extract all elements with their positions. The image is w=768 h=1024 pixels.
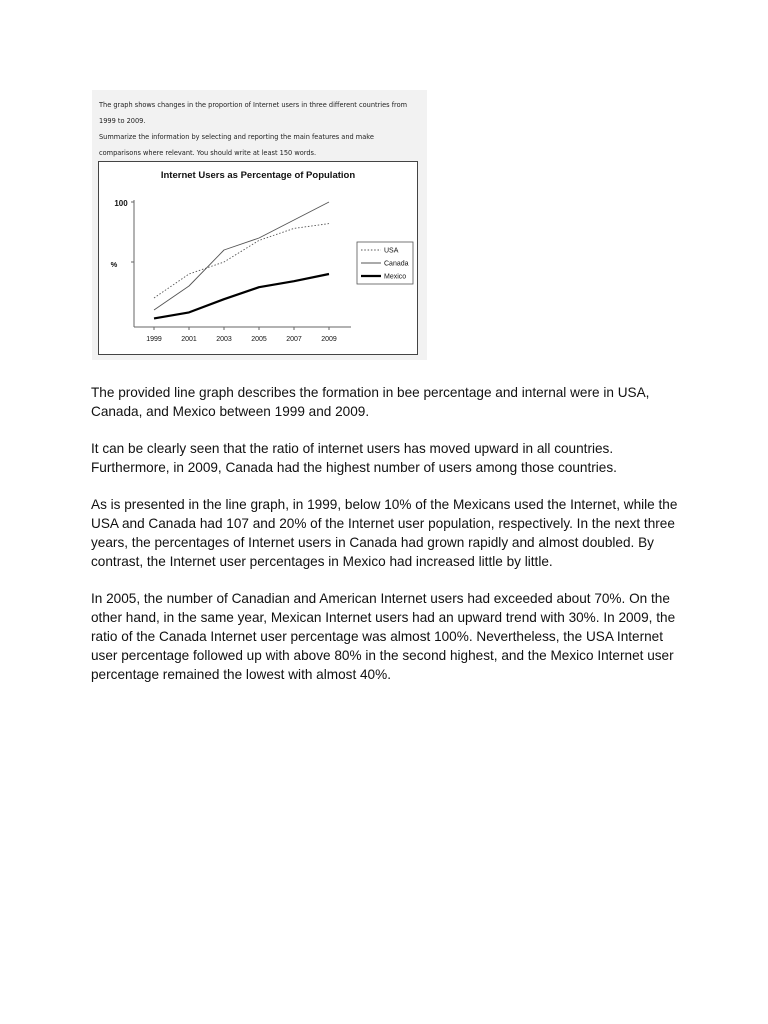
legend-label-usa: USA [384,247,399,255]
essay-paragraph-2: It can be clearly seen that the ratio of internet users has moved upward in all countries. Furthermore, in 2009, Canada had the highest number of users among those countries. [91,441,617,475]
y-axis-label: % [110,260,118,269]
line-chart [98,161,418,355]
x-tick-label-2005: 2005 [251,336,267,343]
x-tick-label-1999: 1999 [146,336,162,343]
task-figure [92,90,427,360]
chart-legend [357,242,413,284]
prompt-line-3: Summarize the information by selecting and reporting the main features and make [99,133,374,141]
prompt-line-4: comparisons where relevant. You should write at least 150 words. [99,149,317,157]
series-line-usa [154,224,329,298]
essay-paragraph-3: As is presented in the line graph, in 1999, below 10% of the Mexicans used the Internet, while the USA and Canada had 107 and 20% of the Internet user population, respectively. In the next three years, the percentages of Internet users in Canada had grown rapidly and almost doubled. By contrast, the Internet user percentages in Mexico had increased little by little. [91,497,678,569]
essay-paragraph-4: In 2005, the number of Canadian and American Internet users had exceeded about 70%. On the other hand, in the same year, Mexican Internet users had an upward trend with 30%. In 2009, the ratio of the Canada Internet user percentage was almost 100%. Nevertheless, the USA Internet user percentage followed up with above 80% in the second highest, and the Mexico Internet user percentage remained the lowest with almost 40%. [91,591,676,682]
task-prompt [99,97,421,161]
essay-paragraph-1: The provided line graph describes the formation in bee percentage and internal were in USA, Canada, and Mexico between 1999 and 2009. [91,385,650,419]
y-tick-label-100: 100 [114,199,128,208]
x-tick-label-2009: 2009 [321,336,337,343]
chart-canvas [99,162,417,354]
axis-ticks [131,202,329,330]
prompt-line-2: 1999 to 2009. [99,117,146,125]
legend-label-mexico: Mexico [384,273,407,281]
x-tick-labels [146,336,337,343]
chart-title: Internet Users as Percentage of Population [160,170,356,181]
x-tick-label-2001: 2001 [181,336,197,343]
x-tick-label-2003: 2003 [216,336,232,343]
prompt-line-1: The graph shows changes in the proportion of Internet users in three different countries from [99,101,408,109]
series-lines [154,202,329,318]
essay-body [91,383,691,702]
x-tick-label-2007: 2007 [286,336,302,343]
legend-label-canada: Canada [384,260,409,268]
series-line-mexico [154,274,329,318]
